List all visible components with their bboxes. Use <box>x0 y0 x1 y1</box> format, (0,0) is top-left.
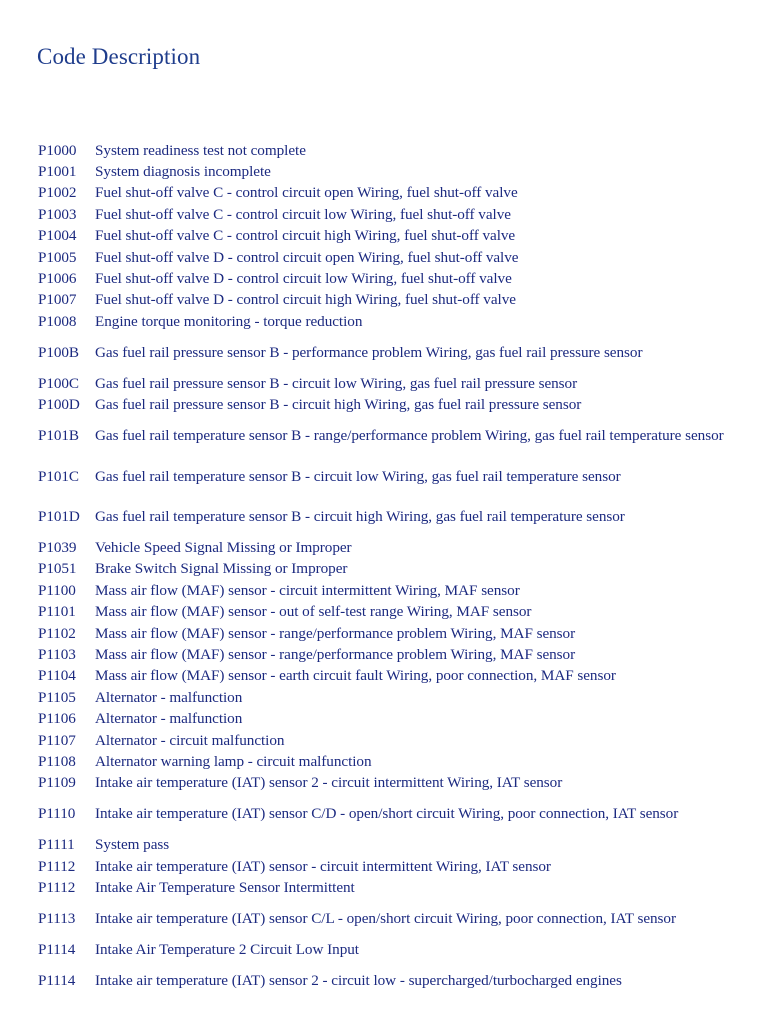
code-row <box>38 416 738 457</box>
code-row <box>38 333 738 374</box>
code-row <box>38 580 738 601</box>
code-cell: P1104 <box>38 667 76 685</box>
code-cell: P1004 <box>38 227 77 245</box>
code-row <box>38 311 738 332</box>
description-cell: Gas fuel rail temperature sensor B - range/performance problem Wiring, gas fuel rail temperature sensor <box>95 427 724 445</box>
code-table-body <box>38 140 738 1001</box>
code-row <box>38 899 738 940</box>
description-cell: Gas fuel rail temperature sensor B - circuit low Wiring, gas fuel rail temperature sensor <box>95 467 621 485</box>
code-cell: P1112 <box>38 878 76 896</box>
code-cell: P1003 <box>38 205 77 223</box>
description-cell: Intake Air Temperature 2 Circuit Low Input <box>95 940 359 958</box>
code-cell: P1102 <box>38 624 76 642</box>
description-cell: Mass air flow (MAF) sensor - out of self-test range Wiring, MAF sensor <box>95 603 532 621</box>
code-row <box>38 687 738 708</box>
description-cell: Fuel shut-off valve D - control circuit low Wiring, fuel shut-off valve <box>95 270 512 288</box>
code-cell: P100C <box>38 374 79 392</box>
code-cell: P100B <box>38 343 79 361</box>
description-cell: Fuel shut-off valve C - control circuit open Wiring, fuel shut-off valve <box>95 184 518 202</box>
description-cell: Alternator - malfunction <box>95 710 243 728</box>
code-cell: P1008 <box>38 312 77 330</box>
code-row <box>38 877 738 898</box>
description-cell: Intake Air Temperature Sensor Intermittent <box>95 878 355 896</box>
code-cell: P100D <box>38 396 80 414</box>
code-row <box>38 559 738 580</box>
code-row <box>38 666 738 687</box>
description-cell: Engine torque monitoring - torque reduction <box>95 312 363 330</box>
code-row <box>38 247 738 268</box>
description-cell: Gas fuel rail temperature sensor B - circuit high Wiring, gas fuel rail temperature sensor <box>95 508 625 526</box>
code-row <box>38 204 738 225</box>
description-cell: System diagnosis incomplete <box>95 163 271 181</box>
code-row <box>38 961 738 1002</box>
description-cell: Intake air temperature (IAT) sensor - circuit intermittent Wiring, IAT sensor <box>95 857 551 875</box>
code-row <box>38 773 738 794</box>
code-row <box>38 537 738 558</box>
code-cell: P1051 <box>38 560 77 578</box>
code-row <box>38 601 738 622</box>
code-row <box>38 497 738 538</box>
code-cell: P1108 <box>38 752 76 770</box>
description-cell: Brake Switch Signal Missing or Improper <box>95 560 348 578</box>
code-cell: P1103 <box>38 645 76 663</box>
code-cell: P1111 <box>38 836 75 854</box>
code-cell: P1113 <box>38 909 76 927</box>
code-cell: P1110 <box>38 805 76 823</box>
code-cell: P1112 <box>38 857 76 875</box>
code-cell: P1105 <box>38 688 76 706</box>
description-cell: System readiness test not complete <box>95 141 306 159</box>
code-cell: P101C <box>38 467 79 485</box>
code-row <box>38 161 738 182</box>
code-row <box>38 730 738 751</box>
description-cell: Alternator warning lamp - circuit malfunction <box>95 752 372 770</box>
code-row <box>38 290 738 311</box>
code-cell: P1006 <box>38 270 77 288</box>
code-row <box>38 140 738 161</box>
code-row <box>38 708 738 729</box>
code-row <box>38 939 738 960</box>
code-row <box>38 456 738 497</box>
description-cell: Alternator - circuit malfunction <box>95 731 285 749</box>
code-row <box>38 183 738 204</box>
code-table <box>38 140 738 1001</box>
description-cell: Alternator - malfunction <box>95 688 243 706</box>
code-cell: P1114 <box>38 971 76 989</box>
code-cell: P1002 <box>38 184 77 202</box>
code-row <box>38 644 738 665</box>
description-cell: Mass air flow (MAF) sensor - circuit intermittent Wiring, MAF sensor <box>95 581 520 599</box>
code-row <box>38 394 738 415</box>
code-cell: P1109 <box>38 774 76 792</box>
code-cell: P1101 <box>38 603 76 621</box>
description-cell: Intake air temperature (IAT) sensor C/L - open/short circuit Wiring, poor connection, IAT sensor <box>95 909 676 927</box>
description-cell: Intake air temperature (IAT) sensor 2 - circuit intermittent Wiring, IAT sensor <box>95 774 563 792</box>
code-row <box>38 834 738 855</box>
code-row <box>38 794 738 835</box>
description-cell: Fuel shut-off valve D - control circuit open Wiring, fuel shut-off valve <box>95 248 519 266</box>
code-cell: P1007 <box>38 291 77 309</box>
code-row <box>38 751 738 772</box>
code-cell: P101D <box>38 508 80 526</box>
description-cell: Fuel shut-off valve C - control circuit high Wiring, fuel shut-off valve <box>95 227 516 245</box>
description-cell: Vehicle Speed Signal Missing or Improper <box>95 538 352 556</box>
code-cell: P101B <box>38 427 79 445</box>
description-cell: Intake air temperature (IAT) sensor C/D - open/short circuit Wiring, poor connection, IAT sensor <box>95 805 679 823</box>
code-cell: P1106 <box>38 710 76 728</box>
code-cell: P1039 <box>38 538 77 556</box>
description-cell: Gas fuel rail pressure sensor B - circuit high Wiring, gas fuel rail pressure sensor <box>95 396 582 414</box>
code-cell: P1100 <box>38 581 76 599</box>
description-cell: Mass air flow (MAF) sensor - earth circuit fault Wiring, poor connection, MAF sensor <box>95 667 616 685</box>
code-cell: P1001 <box>38 163 77 181</box>
description-cell: Intake air temperature (IAT) sensor 2 - circuit low - supercharged/turbocharged engines <box>95 971 622 989</box>
code-row <box>38 226 738 247</box>
code-row <box>38 856 738 877</box>
description-cell: Fuel shut-off valve C - control circuit low Wiring, fuel shut-off valve <box>95 205 511 223</box>
description-cell: Gas fuel rail pressure sensor B - circuit low Wiring, gas fuel rail pressure sensor <box>95 374 578 392</box>
code-row <box>38 373 738 394</box>
description-cell: Gas fuel rail pressure sensor B - performance problem Wiring, gas fuel rail pressure sensor <box>95 343 643 361</box>
description-cell: Mass air flow (MAF) sensor - range/performance problem Wiring, MAF sensor <box>95 645 576 663</box>
code-cell: P1114 <box>38 940 76 958</box>
page-title: Code Description <box>37 44 201 69</box>
code-cell: P1000 <box>38 141 77 159</box>
code-cell: P1107 <box>38 731 76 749</box>
code-row <box>38 268 738 289</box>
code-row <box>38 623 738 644</box>
description-cell: Mass air flow (MAF) sensor - range/performance problem Wiring, MAF sensor <box>95 624 576 642</box>
description-cell: System pass <box>95 836 170 854</box>
description-cell: Fuel shut-off valve D - control circuit high Wiring, fuel shut-off valve <box>95 291 516 309</box>
code-cell: P1005 <box>38 248 77 266</box>
